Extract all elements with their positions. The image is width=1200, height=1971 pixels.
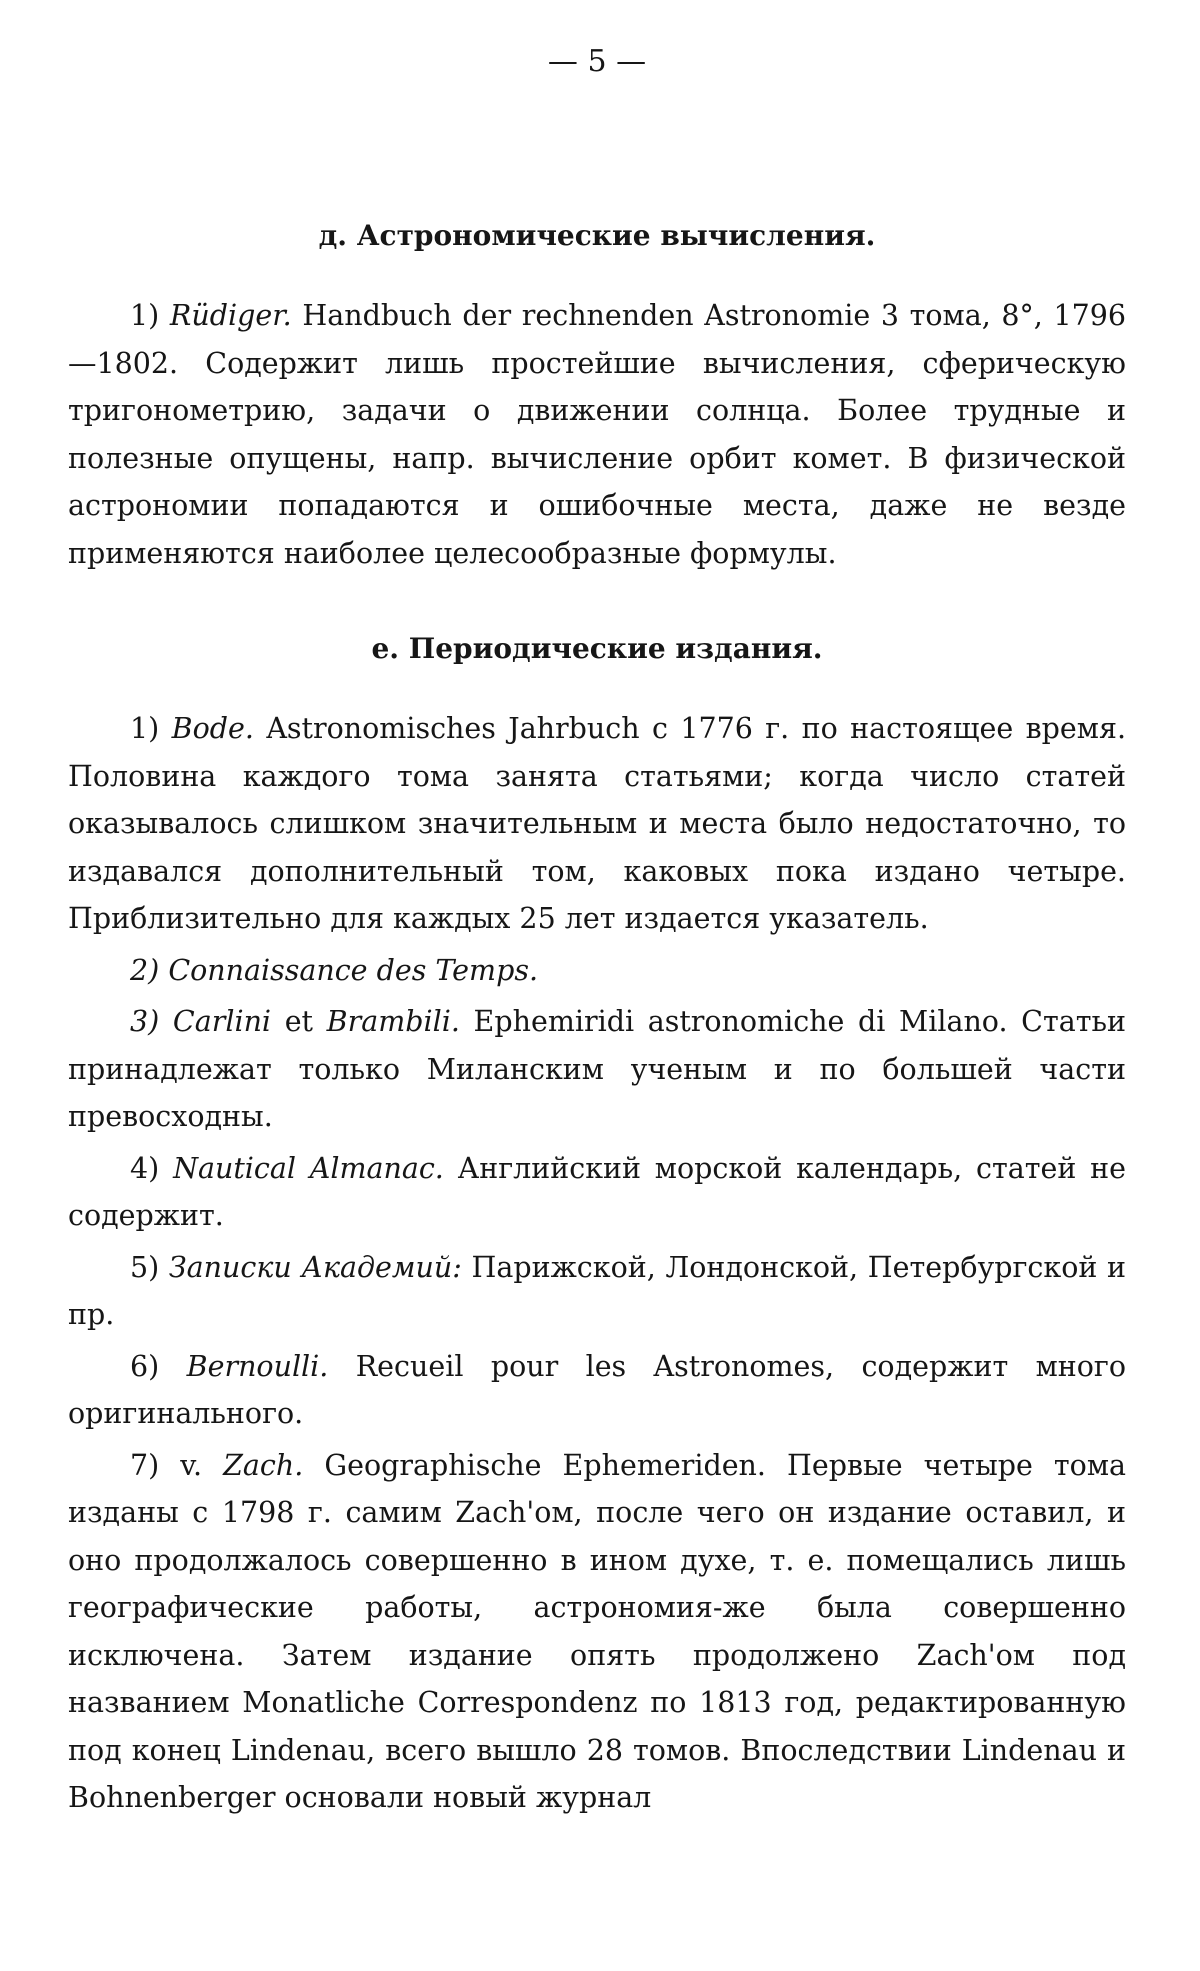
entry-e-3: [68, 998, 1126, 1141]
entry-text: Ephemiridi astronomiche di Milano. Статьи принадлежат только Миланским ученым и по большей части превосходны.: [68, 1005, 1127, 1133]
entry-author: Bernoulli.: [186, 1349, 329, 1383]
entry-number: 3): [130, 1005, 160, 1038]
entry-number: 2): [130, 953, 160, 987]
entry-author: Zach.: [223, 1448, 304, 1482]
entry-author: Nautical Almanac.: [173, 1151, 444, 1185]
entry-number: 6): [130, 1349, 160, 1383]
entry-e-2: [68, 947, 1126, 995]
entry-number: 1): [130, 712, 160, 745]
entry-number: 1): [130, 299, 160, 332]
entry-number: 5): [130, 1250, 160, 1284]
section-e-heading: е. Периодические издания.: [371, 632, 823, 665]
entry-author: Connaissance des Temps.: [168, 953, 539, 987]
entry-prefix: v.: [159, 1448, 224, 1482]
page-number: — 5 —: [547, 44, 647, 79]
entry-e-4: [68, 1145, 1126, 1240]
entry-connector: et: [271, 1005, 327, 1038]
entry-author-2: Brambili.: [326, 1005, 460, 1038]
entry-e-7: [68, 1442, 1126, 1822]
entry-text: Recueil pour les Astronomes, содержит много оригинального.: [68, 1349, 1126, 1430]
entry-e-1: [68, 705, 1126, 943]
entry-text: Geographische Ephemeriden. Первые четыре тома изданы с 1798 г. самим Zach'ом, после чего он издание оставил, и оно продолжалось совершенно в ином духе, т. е. помещались лишь географические работы, астрономия-же была совершенно исключена. Затем издание опять продолжено Zach'ом под названием Monatliche Correspondenz по 1813 год, редактированную под конец Lindenau, всего вышло 28 томов. Впоследствии Lindenau и Bohnenberger основали новый журнал: [68, 1448, 1126, 1814]
entry-d-1: [68, 292, 1126, 577]
entry-text: Astronomisches Jahrbuch с 1776 г. по настоящее время. Половина каждого тома занята статьями; когда число статей оказывалось слишком значительным и места было недостаточно, то издавался дополнительный том, каковых пока издано четыре. Приблизительно для каждых 25 лет издается указатель.: [68, 712, 1127, 935]
entry-number: 4): [130, 1151, 160, 1185]
entry-author: Carlini: [172, 1005, 272, 1038]
entry-number: 7): [130, 1448, 160, 1482]
entry-e-5: [68, 1244, 1126, 1339]
entry-author: Записки Академий:: [168, 1250, 462, 1284]
entry-author: Bode.: [171, 712, 254, 745]
entry-text: Парижской, Лондонской, Петербургской и пр.: [68, 1250, 1126, 1331]
entry-text: Handbuch der rechnenden Astronomie 3 тома, 8°, 1796—1802. Содержит лишь простейшие вычисления, сферическую тригонометрию, задачи о движении солнца. Более трудные и полезные опущены, напр. вычисление орбит комет. В физической астрономии попадаются и ошибочные места, даже не везде применяются наиболее целесообразные формулы.: [68, 299, 1126, 570]
entry-author: Rüdiger.: [169, 299, 292, 332]
section-d-heading: д. Астрономические вычисления.: [318, 219, 876, 252]
entry-e-6: [68, 1343, 1126, 1438]
entry-text: Английский морской календарь, статей не содержит.: [68, 1151, 1127, 1232]
